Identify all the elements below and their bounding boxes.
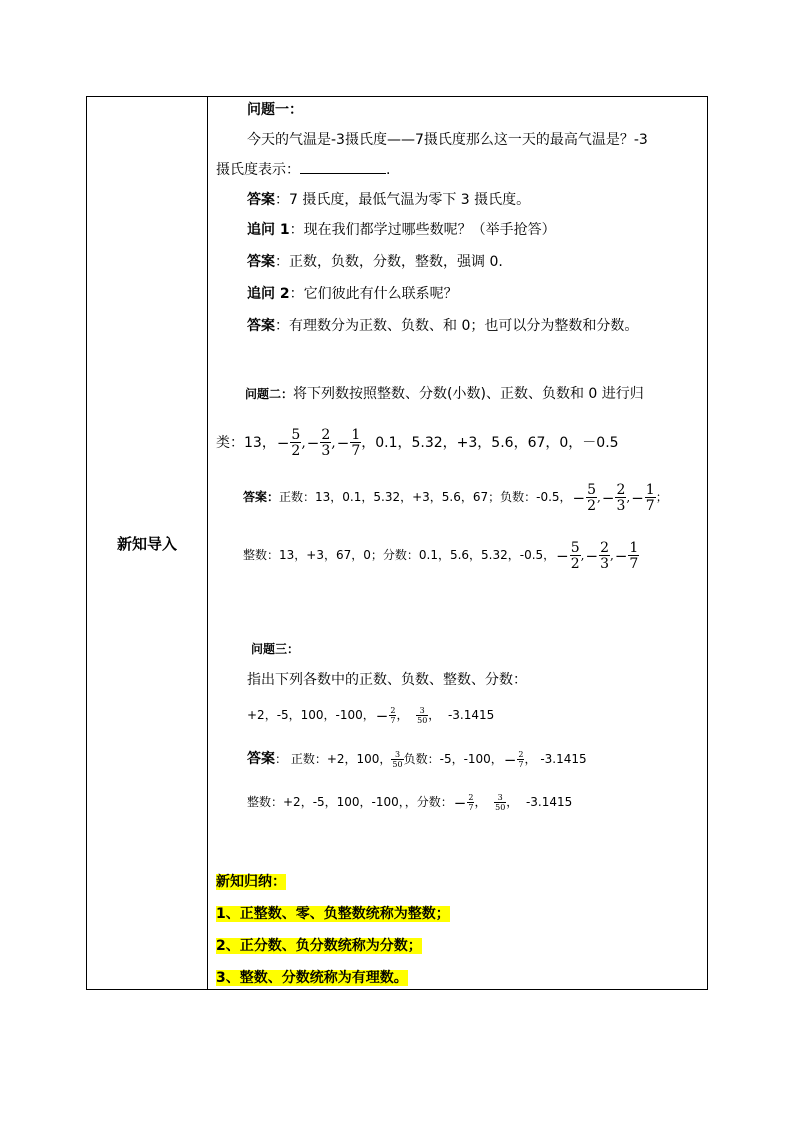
q2-title: 问题二： [245, 387, 294, 401]
column-divider [207, 97, 208, 989]
q3-list: +2，-5，100，-100，− $\frac{2}{7}$ ， $\frac{3}{50}$ ， -3.1415 [247, 705, 495, 725]
fraction: $\frac{2}{7}$ [390, 705, 396, 725]
q1-follow1-text: ：现在我们都学过哪些数呢？（举手抢答） [289, 222, 556, 238]
q2-answer-line2: 整数：13，+3，67，0；分数：0.1，5.6，5.32，-0.5，− $\frac{5}{2}$ ,− $\frac{2}{3}$ ,− $\frac{1}{7}$ [243, 539, 639, 572]
q1-follow2 [247, 285, 458, 303]
q1-answer2-text: ：正数，负数，分数，整数，强调 0. [275, 254, 503, 270]
q1-follow2-text: ：它们彼此有什么联系呢？ [289, 286, 458, 302]
q3-prompt: 指出下列各数中的正数、负数、整数、分数： [247, 672, 527, 688]
q2-line1-rest: 将下列数按照整数、分数(小数)、正数、负数和 0 进行归 [293, 386, 644, 402]
q1-answer3-label: 答案 [247, 318, 275, 334]
q3-answer-negative: 负数：-5，-100， [403, 752, 503, 766]
q3-answer-label: 答案 [247, 751, 275, 767]
fraction: $\frac{1}{7}$ [351, 427, 361, 459]
summary-item: 1、正整数、零、负整数统称为整数； [216, 906, 450, 922]
fraction: $\frac{2}{3}$ [600, 539, 609, 572]
q2-answer-label: 答案： [243, 490, 280, 504]
q1-answer2 [247, 253, 503, 271]
q1-answer-text: ：7 摄氏度，最低气温为零下 3 摄氏度。 [275, 192, 531, 208]
q1-answer [247, 191, 530, 209]
fraction: $\frac{2}{7}$ [518, 749, 524, 769]
lesson-table [86, 96, 708, 990]
q3-list-tail: -3.1415 [447, 708, 495, 722]
q1-follow1-label: 追问 1 [247, 222, 290, 238]
fraction: $\frac{5}{2}$ [587, 481, 597, 514]
q1-line2-suffix: . [386, 162, 391, 178]
section-label: 新知导入 [116, 534, 177, 553]
q3-answer-neg-tail: -3.1415 [540, 752, 587, 766]
q2-line1 [245, 385, 644, 403]
q3-list-prefix: +2，-5，100，-100， [247, 708, 375, 722]
q1-line1: 今天的气温是-3摄氏度——7摄氏度那么这一天的最高气温是？-3 [247, 132, 648, 148]
fraction: $\frac{2}{3}$ [616, 481, 626, 514]
q1-follow2-label: 追问 2 [247, 286, 290, 302]
q2-line2-prefix: 类：13， [216, 435, 276, 451]
summary-title-text: 新知归纳： [216, 874, 286, 890]
q1-line2 [216, 161, 390, 179]
q1-line2-prefix: 摄氏度表示： [216, 162, 300, 178]
q1-follow1 [247, 221, 556, 239]
fraction: $\frac{2}{3}$ [321, 427, 331, 459]
q2-answer-positive: 正数：13，0.1，5.32，+3，5.6，67；负数：-0.5， [279, 490, 572, 504]
q2-answer-line1: 答案：正数：13，0.1，5.32，+3，5.6，67；负数：-0.5，− $\frac{5}{2}$ ,− $\frac{2}{3}$ ,− $\frac{1}{7}$ ； [243, 481, 668, 514]
q3-title: 问题三： [251, 642, 300, 656]
summary-title [216, 873, 286, 891]
q1-answer3 [247, 317, 638, 335]
answer-blank [300, 161, 386, 174]
fraction: $\frac{1}{7}$ [645, 481, 655, 514]
q2-line2: 类：13，− $\frac{5}{2}$ ,− $\frac{2}{3}$ ,− $\frac{1}{7}$ ，0.1，5.32，+3，5.6，67，0，－0.5 [216, 427, 619, 459]
q3-answer-positive: ： 正数：+2，100， [275, 752, 392, 766]
fraction: $\frac{3}{50}$ [417, 705, 428, 725]
fraction: $\frac{5}{2}$ [291, 427, 301, 459]
q1-answer3-text: ：有理数分为正数、负数、和 0；也可以分为整数和分数。 [275, 318, 639, 334]
fraction: $\frac{3}{50}$ [392, 749, 403, 769]
summary-item: 2、正分数、负分数统称为分数； [216, 938, 422, 954]
q3-answer-line2: 整数：+2，-5，100，-100，，分数：− $\frac{2}{7}$ ， $\frac{3}{50}$ ， -3.1415 [247, 792, 573, 812]
q1-answer-label: 答案 [247, 192, 275, 208]
q2-answer-line2-text: 整数：13，+3，67，0；分数：0.1，5.6，5.32，-0.5， [243, 548, 556, 562]
fraction: $\frac{1}{7}$ [629, 539, 639, 572]
fraction: $\frac{3}{50}$ [495, 792, 506, 812]
fraction: $\frac{2}{7}$ [468, 792, 474, 812]
q3-answer-line2-tail: -3.1415 [525, 795, 573, 809]
q3-answer-line1: 答案： 正数：+2，100， $\frac{3}{50}$ 负数：-5，-100，− $\frac{2}{7}$ ， -3.1415 [247, 749, 587, 769]
fraction: $\frac{5}{2}$ [570, 539, 580, 572]
q1-title: 问题一： [247, 102, 303, 118]
q3-answer-line2-int: 整数：+2，-5，100，-100，，分数： [247, 795, 453, 809]
q2-answer-tail: ； [655, 490, 668, 504]
q1-answer2-label: 答案 [247, 254, 275, 270]
summary-item: 3、整数、分数统称为有理数。 [216, 970, 408, 986]
q2-line2-suffix: ，0.1，5.32，+3，5.6，67，0，－0.5 [361, 435, 619, 451]
